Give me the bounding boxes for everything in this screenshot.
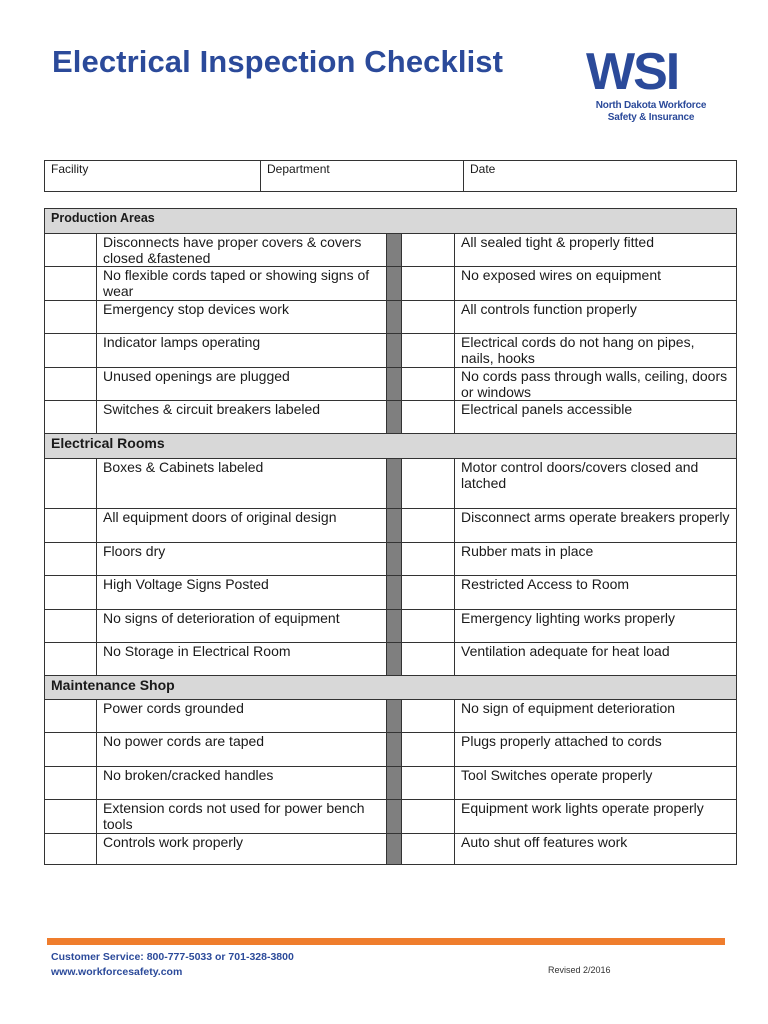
info-table (44, 160, 737, 192)
logo-mark: WSI (586, 43, 679, 101)
checklist-item-left: Controls work properly (97, 834, 387, 865)
checklist-item-right: All controls function properly (455, 301, 737, 334)
check-box-left[interactable] (45, 368, 97, 401)
check-box-right[interactable] (402, 767, 455, 800)
checklist-table (44, 208, 737, 865)
check-box-left[interactable] (45, 800, 97, 834)
checklist-row (45, 700, 737, 733)
checklist-item-right: Motor control doors/covers closed and latched (455, 459, 737, 509)
column-divider (387, 610, 402, 643)
column-divider (387, 234, 402, 267)
check-box-right[interactable] (402, 733, 455, 767)
column-divider (387, 800, 402, 834)
checklist-item-right: Restricted Access to Room (455, 576, 737, 610)
check-box-right[interactable] (402, 800, 455, 834)
checklist-item-left: Switches & circuit breakers labeled (97, 401, 387, 434)
column-divider (387, 401, 402, 434)
checklist-item-left: No signs of deterioration of equipment (97, 610, 387, 643)
column-divider (387, 334, 402, 368)
section-title: Production Areas (45, 209, 737, 234)
check-box-right[interactable] (402, 368, 455, 401)
facility-field[interactable] (45, 161, 261, 192)
checklist-row (45, 267, 737, 301)
column-divider (387, 767, 402, 800)
column-divider (387, 509, 402, 543)
checklist-row (45, 334, 737, 368)
footer-divider (47, 938, 725, 945)
column-divider (387, 543, 402, 576)
checklist-item-right: Equipment work lights operate properly (455, 800, 737, 834)
checklist-row (45, 733, 737, 767)
checklist-row (45, 610, 737, 643)
checklist-row (45, 509, 737, 543)
department-field[interactable] (261, 161, 464, 192)
checklist-item-right: Auto shut off features work (455, 834, 737, 865)
checklist-item-left: Disconnects have proper covers & covers closed &fastened (97, 234, 387, 267)
column-divider (387, 368, 402, 401)
checklist-row (45, 543, 737, 576)
logo-line-2: Safety & Insurance (607, 112, 695, 123)
column-divider (387, 576, 402, 610)
check-box-left[interactable] (45, 610, 97, 643)
checklist-item-left: Boxes & Cabinets labeled (97, 459, 387, 509)
check-box-left[interactable] (45, 767, 97, 800)
checklist-item-right: No exposed wires on equipment (455, 267, 737, 301)
check-box-right[interactable] (402, 267, 455, 301)
column-divider (387, 700, 402, 733)
check-box-left[interactable] (45, 267, 97, 301)
section-header (45, 676, 737, 700)
date-field[interactable] (464, 161, 737, 192)
check-box-left[interactable] (45, 700, 97, 733)
website-link[interactable]: www.workforcesafety.com (51, 966, 183, 978)
checklist-item-left: Power cords grounded (97, 700, 387, 733)
checklist-row (45, 834, 737, 865)
logo-line-1: North Dakota Workforce (595, 100, 707, 111)
section-header (45, 434, 737, 459)
checklist-item-left: No broken/cracked handles (97, 767, 387, 800)
checklist-item-left: No Storage in Electrical Room (97, 643, 387, 676)
checklist-item-right: Emergency lighting works properly (455, 610, 737, 643)
checklist-item-left: Unused openings are plugged (97, 368, 387, 401)
section-title: Electrical Rooms (45, 434, 737, 459)
checklist-row (45, 767, 737, 800)
check-box-right[interactable] (402, 234, 455, 267)
column-divider (387, 267, 402, 301)
check-box-right[interactable] (402, 576, 455, 610)
section-header (45, 209, 737, 234)
check-box-left[interactable] (45, 643, 97, 676)
checklist-item-right: No cords pass through walls, ceiling, doors or windows (455, 368, 737, 401)
checklist-row (45, 401, 737, 434)
checklist-row (45, 301, 737, 334)
checklist-item-right: Electrical cords do not hang on pipes, nails, hooks (455, 334, 737, 368)
checklist-item-left: No flexible cords taped or showing signs of wear (97, 267, 387, 301)
checklist-item-left: Emergency stop devices work (97, 301, 387, 334)
logo-subtitle (586, 100, 716, 124)
check-box-left[interactable] (45, 334, 97, 368)
date-label: Date (470, 162, 496, 176)
check-box-left[interactable] (45, 301, 97, 334)
check-box-left[interactable] (45, 459, 97, 509)
checklist-row (45, 459, 737, 509)
check-box-left[interactable] (45, 733, 97, 767)
checklist-item-right: Rubber mats in place (455, 543, 737, 576)
check-box-left[interactable] (45, 401, 97, 434)
check-box-right[interactable] (402, 509, 455, 543)
column-divider (387, 301, 402, 334)
checklist-row (45, 368, 737, 401)
check-box-right[interactable] (402, 834, 455, 865)
checklist-item-right: All sealed tight & properly fitted (455, 234, 737, 267)
customer-service-text: Customer Service: 800-777-5033 or 701-328-3800 (51, 951, 294, 963)
column-divider (387, 459, 402, 509)
checklist-row (45, 643, 737, 676)
check-box-right[interactable] (402, 643, 455, 676)
check-box-right[interactable] (402, 610, 455, 643)
check-box-right[interactable] (402, 401, 455, 434)
checklist-item-left: No power cords are taped (97, 733, 387, 767)
check-box-left[interactable] (45, 509, 97, 543)
section-title: Maintenance Shop (45, 676, 737, 700)
check-box-right[interactable] (402, 334, 455, 368)
checklist-item-left: High Voltage Signs Posted (97, 576, 387, 610)
checklist-item-right: No sign of equipment deterioration (455, 700, 737, 733)
checklist-item-right: Ventilation adequate for heat load (455, 643, 737, 676)
check-box-left[interactable] (45, 543, 97, 576)
department-label: Department (267, 162, 330, 176)
checklist-item-right: Tool Switches operate properly (455, 767, 737, 800)
checklist-row (45, 576, 737, 610)
column-divider (387, 834, 402, 865)
checklist-row (45, 800, 737, 834)
check-box-left[interactable] (45, 834, 97, 865)
checklist-item-left: All equipment doors of original design (97, 509, 387, 543)
checklist-row (45, 234, 737, 267)
checklist-item-left: Extension cords not used for power bench tools (97, 800, 387, 834)
check-box-left[interactable] (45, 234, 97, 267)
revised-date: Revised 2/2016 (548, 965, 611, 975)
check-box-right[interactable] (402, 700, 455, 733)
check-box-right[interactable] (402, 459, 455, 509)
check-box-left[interactable] (45, 576, 97, 610)
footer-contact (51, 950, 294, 980)
check-box-right[interactable] (402, 301, 455, 334)
checklist-item-right: Plugs properly attached to cords (455, 733, 737, 767)
checklist-item-left: Indicator lamps operating (97, 334, 387, 368)
checklist-item-right: Disconnect arms operate breakers properly (455, 509, 737, 543)
page-title: Electrical Inspection Checklist (52, 44, 504, 79)
checklist-item-right: Electrical panels accessible (455, 401, 737, 434)
column-divider (387, 643, 402, 676)
wsi-logo (586, 43, 716, 128)
check-box-right[interactable] (402, 543, 455, 576)
checklist-item-left: Floors dry (97, 543, 387, 576)
column-divider (387, 733, 402, 767)
facility-label: Facility (51, 162, 89, 176)
